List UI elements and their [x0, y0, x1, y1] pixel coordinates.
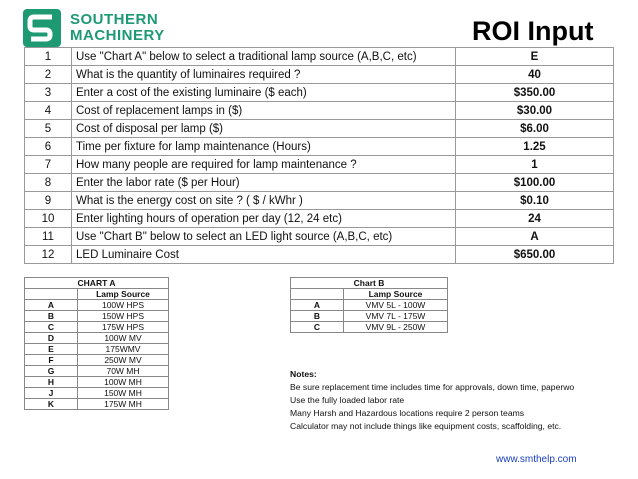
row-question: Use "Chart A" below to select a traditional lamp source (A,B,C, etc): [72, 48, 456, 66]
row-question: Enter lighting hours of operation per day (12, 24 etc): [72, 210, 456, 228]
page-title: ROI Input: [472, 16, 594, 46]
brand-line2: MACHINERY: [70, 27, 165, 44]
row-value[interactable]: $650.00: [456, 246, 614, 264]
chart-letter: K: [25, 399, 78, 410]
chart-letter: E: [25, 344, 78, 355]
row-value[interactable]: 40: [456, 66, 614, 84]
chart-row: [291, 311, 448, 322]
company-logo: [22, 8, 177, 50]
table-row: [25, 228, 614, 246]
chart-lamp-source: VMV 5L - 100W: [344, 300, 448, 311]
chart-letter: D: [25, 333, 78, 344]
chart-lamp-source: 100W MH: [78, 377, 169, 388]
notes: [290, 368, 630, 433]
row-value[interactable]: A: [456, 228, 614, 246]
chart-a-header: Lamp Source: [78, 289, 169, 300]
row-question: LED Luminaire Cost: [72, 246, 456, 264]
row-question: What is the energy cost on site ? ( $ / kWhr ): [72, 192, 456, 210]
chart-row: [25, 355, 169, 366]
chart-row: [25, 377, 169, 388]
chart-row: [25, 344, 169, 355]
chart-letter: G: [25, 366, 78, 377]
chart-row: [291, 300, 448, 311]
row-number: 5: [25, 120, 72, 138]
chart-a-title: CHART A: [25, 278, 169, 289]
roi-input-table: [24, 47, 614, 264]
table-row: [25, 84, 614, 102]
note-item: Calculator may not include things like equipment costs, scaffolding, etc.: [290, 421, 562, 431]
row-value[interactable]: $0.10: [456, 192, 614, 210]
row-number: 7: [25, 156, 72, 174]
chart-letter: C: [291, 322, 344, 333]
chart-b-title: Chart B: [291, 278, 448, 289]
row-number: 8: [25, 174, 72, 192]
chart-row: [25, 399, 169, 410]
row-value[interactable]: $6.00: [456, 120, 614, 138]
chart-letter: C: [25, 322, 78, 333]
row-question: Enter the labor rate ($ per Hour): [72, 174, 456, 192]
row-value[interactable]: 1: [456, 156, 614, 174]
table-row: [25, 120, 614, 138]
row-question: Cost of disposal per lamp ($): [72, 120, 456, 138]
table-row: [25, 48, 614, 66]
chart-a-table: [24, 277, 169, 410]
footer-link[interactable]: www.smthelp.com: [496, 454, 577, 465]
row-value[interactable]: $350.00: [456, 84, 614, 102]
row-value[interactable]: $30.00: [456, 102, 614, 120]
row-value[interactable]: 24: [456, 210, 614, 228]
chart-row: [25, 300, 169, 311]
chart-lamp-source: 250W MV: [78, 355, 169, 366]
chart-letter: B: [291, 311, 344, 322]
chart-b-header: Lamp Source: [344, 289, 448, 300]
table-row: [25, 156, 614, 174]
chart-lamp-source: 175W HPS: [78, 322, 169, 333]
row-question: Use "Chart B" below to select an LED light source (A,B,C, etc): [72, 228, 456, 246]
row-question: Time per fixture for lamp maintenance (Hours): [72, 138, 456, 156]
chart-row: [25, 311, 169, 322]
row-value[interactable]: $100.00: [456, 174, 614, 192]
row-number: 3: [25, 84, 72, 102]
table-row: [25, 174, 614, 192]
chart-lamp-source: 175WMV: [78, 344, 169, 355]
chart-letter: H: [25, 377, 78, 388]
row-number: 4: [25, 102, 72, 120]
row-number: 10: [25, 210, 72, 228]
chart-lamp-source: VMV 9L - 250W: [344, 322, 448, 333]
chart-lamp-source: 175W MH: [78, 399, 169, 410]
chart-lamp-source: 100W MV: [78, 333, 169, 344]
chart-lamp-source: 100W HPS: [78, 300, 169, 311]
row-value[interactable]: 1.25: [456, 138, 614, 156]
note-item: Many Harsh and Hazardous locations require 2 person teams: [290, 408, 525, 418]
row-question: Enter a cost of the existing luminaire ($ each): [72, 84, 456, 102]
row-question: Cost of replacement lamps in ($): [72, 102, 456, 120]
table-row: [25, 246, 614, 264]
row-value[interactable]: E: [456, 48, 614, 66]
notes-heading: Notes:: [290, 369, 317, 379]
chart-letter: F: [25, 355, 78, 366]
table-row: [25, 138, 614, 156]
chart-row: [25, 322, 169, 333]
table-row: [25, 210, 614, 228]
row-number: 12: [25, 246, 72, 264]
chart-letter: A: [25, 300, 78, 311]
row-number: 2: [25, 66, 72, 84]
chart-row: [291, 322, 448, 333]
table-row: [25, 192, 614, 210]
row-number: 1: [25, 48, 72, 66]
row-number: 11: [25, 228, 72, 246]
chart-letter: J: [25, 388, 78, 399]
row-question: What is the quantity of luminaires required ?: [72, 66, 456, 84]
chart-letter: A: [291, 300, 344, 311]
chart-lamp-source: 70W MH: [78, 366, 169, 377]
chart-row: [25, 333, 169, 344]
chart-lamp-source: 150W HPS: [78, 311, 169, 322]
row-number: 6: [25, 138, 72, 156]
row-number: 9: [25, 192, 72, 210]
note-item: Be sure replacement time includes time for approvals, down time, paperwo: [290, 382, 575, 392]
table-row: [25, 102, 614, 120]
row-question: How many people are required for lamp maintenance ?: [72, 156, 456, 174]
brand-line1: SOUTHERN: [70, 11, 159, 28]
chart-letter: B: [25, 311, 78, 322]
chart-b-table: [290, 277, 448, 333]
chart-lamp-source: 150W MH: [78, 388, 169, 399]
chart-lamp-source: VMV 7L - 175W: [344, 311, 448, 322]
note-item: Use the fully loaded labor rate: [290, 395, 405, 405]
table-row: [25, 66, 614, 84]
chart-row: [25, 366, 169, 377]
chart-row: [25, 388, 169, 399]
logo-mark-icon: [22, 8, 62, 48]
